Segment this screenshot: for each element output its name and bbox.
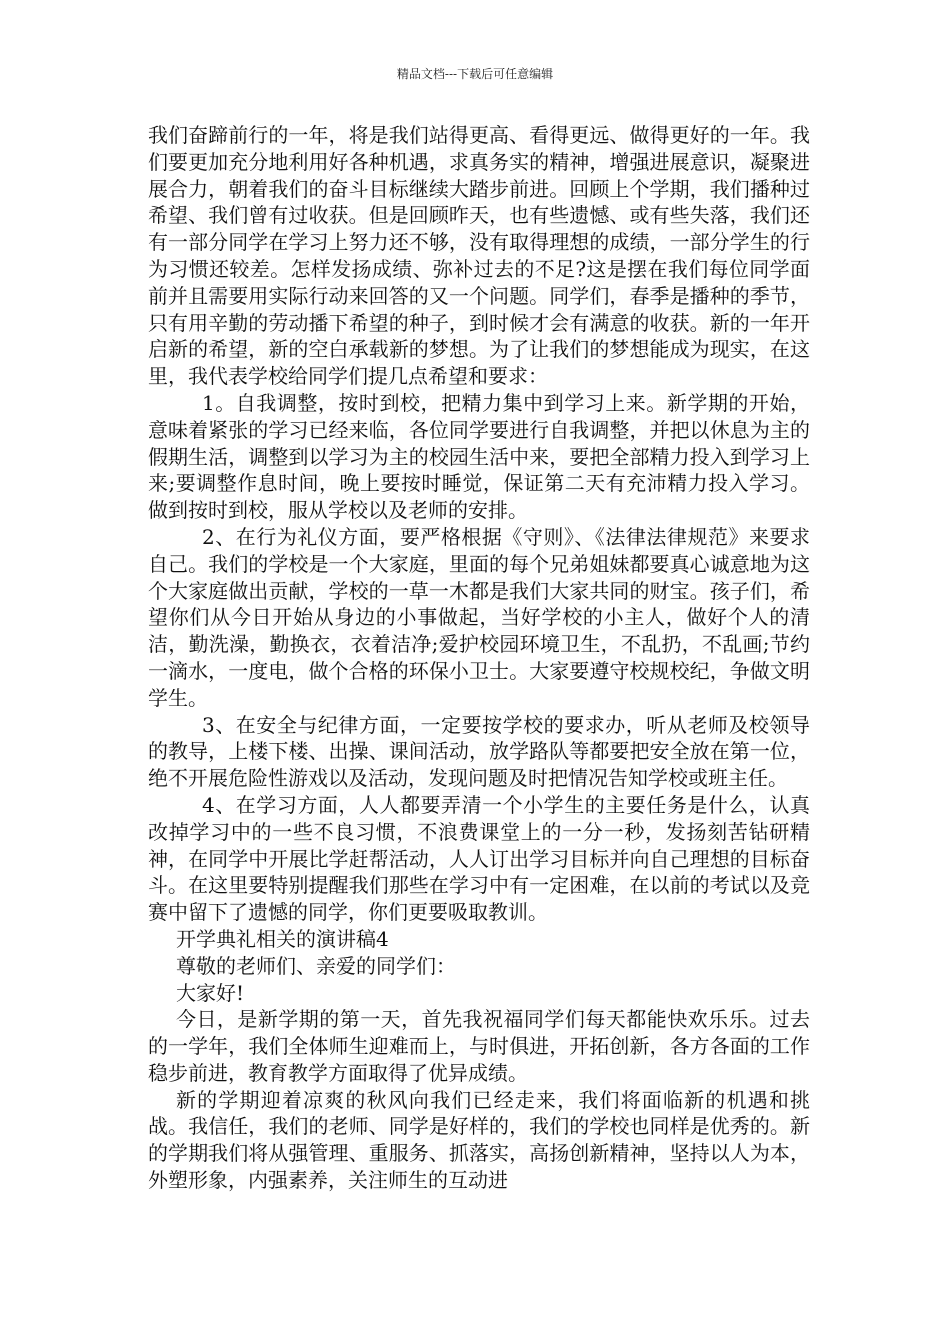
salutation: 尊敬的老师们、亲爱的同学们： bbox=[176, 953, 456, 978]
paragraph-point-3: 3、在安全与纪律方面，一定要按学校的要求办，听从老师及校领导的教导，上楼下楼、出操、课间活动，放学路队等都要把安全放在第一位，绝不开展危险性游戏以及活动，发现问题及时把情况告知学校或班主任。 bbox=[148, 712, 810, 791]
section-heading: 开学典礼相关的演讲稿4 bbox=[176, 926, 389, 951]
paragraph-point-4: 4、在学习方面，人人都要弄清一个小学生的主要任务是什么，认真改掉学习中的一些不良习惯，不浪费课堂上的一分一秒，发扬刻苦钻研精神，在同学中开展比学赶帮活动，人人订出学习目标并向自己理想的目标奋斗。在这里要特别提醒我们那些在学习中有一定困难，在以前的考试以及竞赛中留下了遗憾的同学，你们更要吸取教训。 bbox=[148, 792, 810, 925]
paragraph-point-1: 1。自我调整，按时到校，把精力集中到学习上来。新学期的开始，意味着紧张的学习已经来临，各位同学要进行自我调整，并把以休息为主的假期生活，调整到以学习为主的校园生活中来，要把全部精力投入到学习上来;要调整作息时间，晚上要按时睡觉，保证第二天有充沛精力投入学习。做到按时到校，服从学校以及老师的安排。 bbox=[148, 390, 810, 523]
page-header: 精品文档---下载后可任意编辑 bbox=[396, 67, 554, 81]
greeting: 大家好! bbox=[176, 980, 245, 1005]
document-body bbox=[148, 122, 810, 1194]
paragraph-point-2: 2、在行为礼仪方面，要严格根据《守则》、《法律法律规范》来要求自己。我们的学校是一个大家庭，里面的每个兄弟姐妹都要真心诚意地为这个大家庭做出贡献，学校的一草一木都是我们大家共同的财宝。孩子们，希望你们从今日开始从身边的小事做起，当好学校的小主人，做好个人的清洁，勤洗澡，勤换衣，衣着洁净;爱护校园环境卫生，不乱扔，不乱画;节约一滴水，一度电，做个合格的环保小卫士。大家要遵守校规校纪，争做文明学生。 bbox=[148, 524, 810, 710]
paragraph-today: 今日，是新学期的第一天，首先我祝福同学们每天都能快欢乐乐。过去的一学年，我们全体师生迎难而上，与时俱进，开拓创新，各方各面的工作稳步前进，教育教学方面取得了优异成绩。 bbox=[148, 1007, 810, 1085]
paragraph-new-term: 新的学期迎着凉爽的秋风向我们已经走来，我们将面临新的机遇和挑战。我信任，我们的老师、同学是好样的，我们的学校也同样是优秀的。新的学期我们将从强管理、重服务、抓落实，高扬创新精神，坚持以人为本，外塑形象，内强素养，关注师生的互动进 bbox=[148, 1087, 810, 1193]
paragraph-intro: 我们奋蹄前行的一年，将是我们站得更高、看得更远、做得更好的一年。我们要更加充分地利用好各种机遇，求真务实的精神，增强进展意识，凝聚进展合力，朝着我们的奋斗目标继续大踏步前进。回顾上个学期，我们播种过希望、我们曾有过收获。但是回顾昨天，也有些遗憾、或有些失落，我们还有一部分同学在学习上努力还不够，没有取得理想的成绩，一部分学生的行为习惯还较差。怎样发扬成绩、弥补过去的不足?这是摆在我们每位同学面前并且需要用实际行动来回答的又一个问题。同学们，春季是播种的季节，只有用辛勤的劳动播下希望的种子，到时候才会有满意的收获。新的一年开启新的希望，新的空白承载新的梦想。为了让我们的梦想能成为现实，在这里，我代表学校给同学们提几点希望和要求： bbox=[148, 123, 810, 389]
